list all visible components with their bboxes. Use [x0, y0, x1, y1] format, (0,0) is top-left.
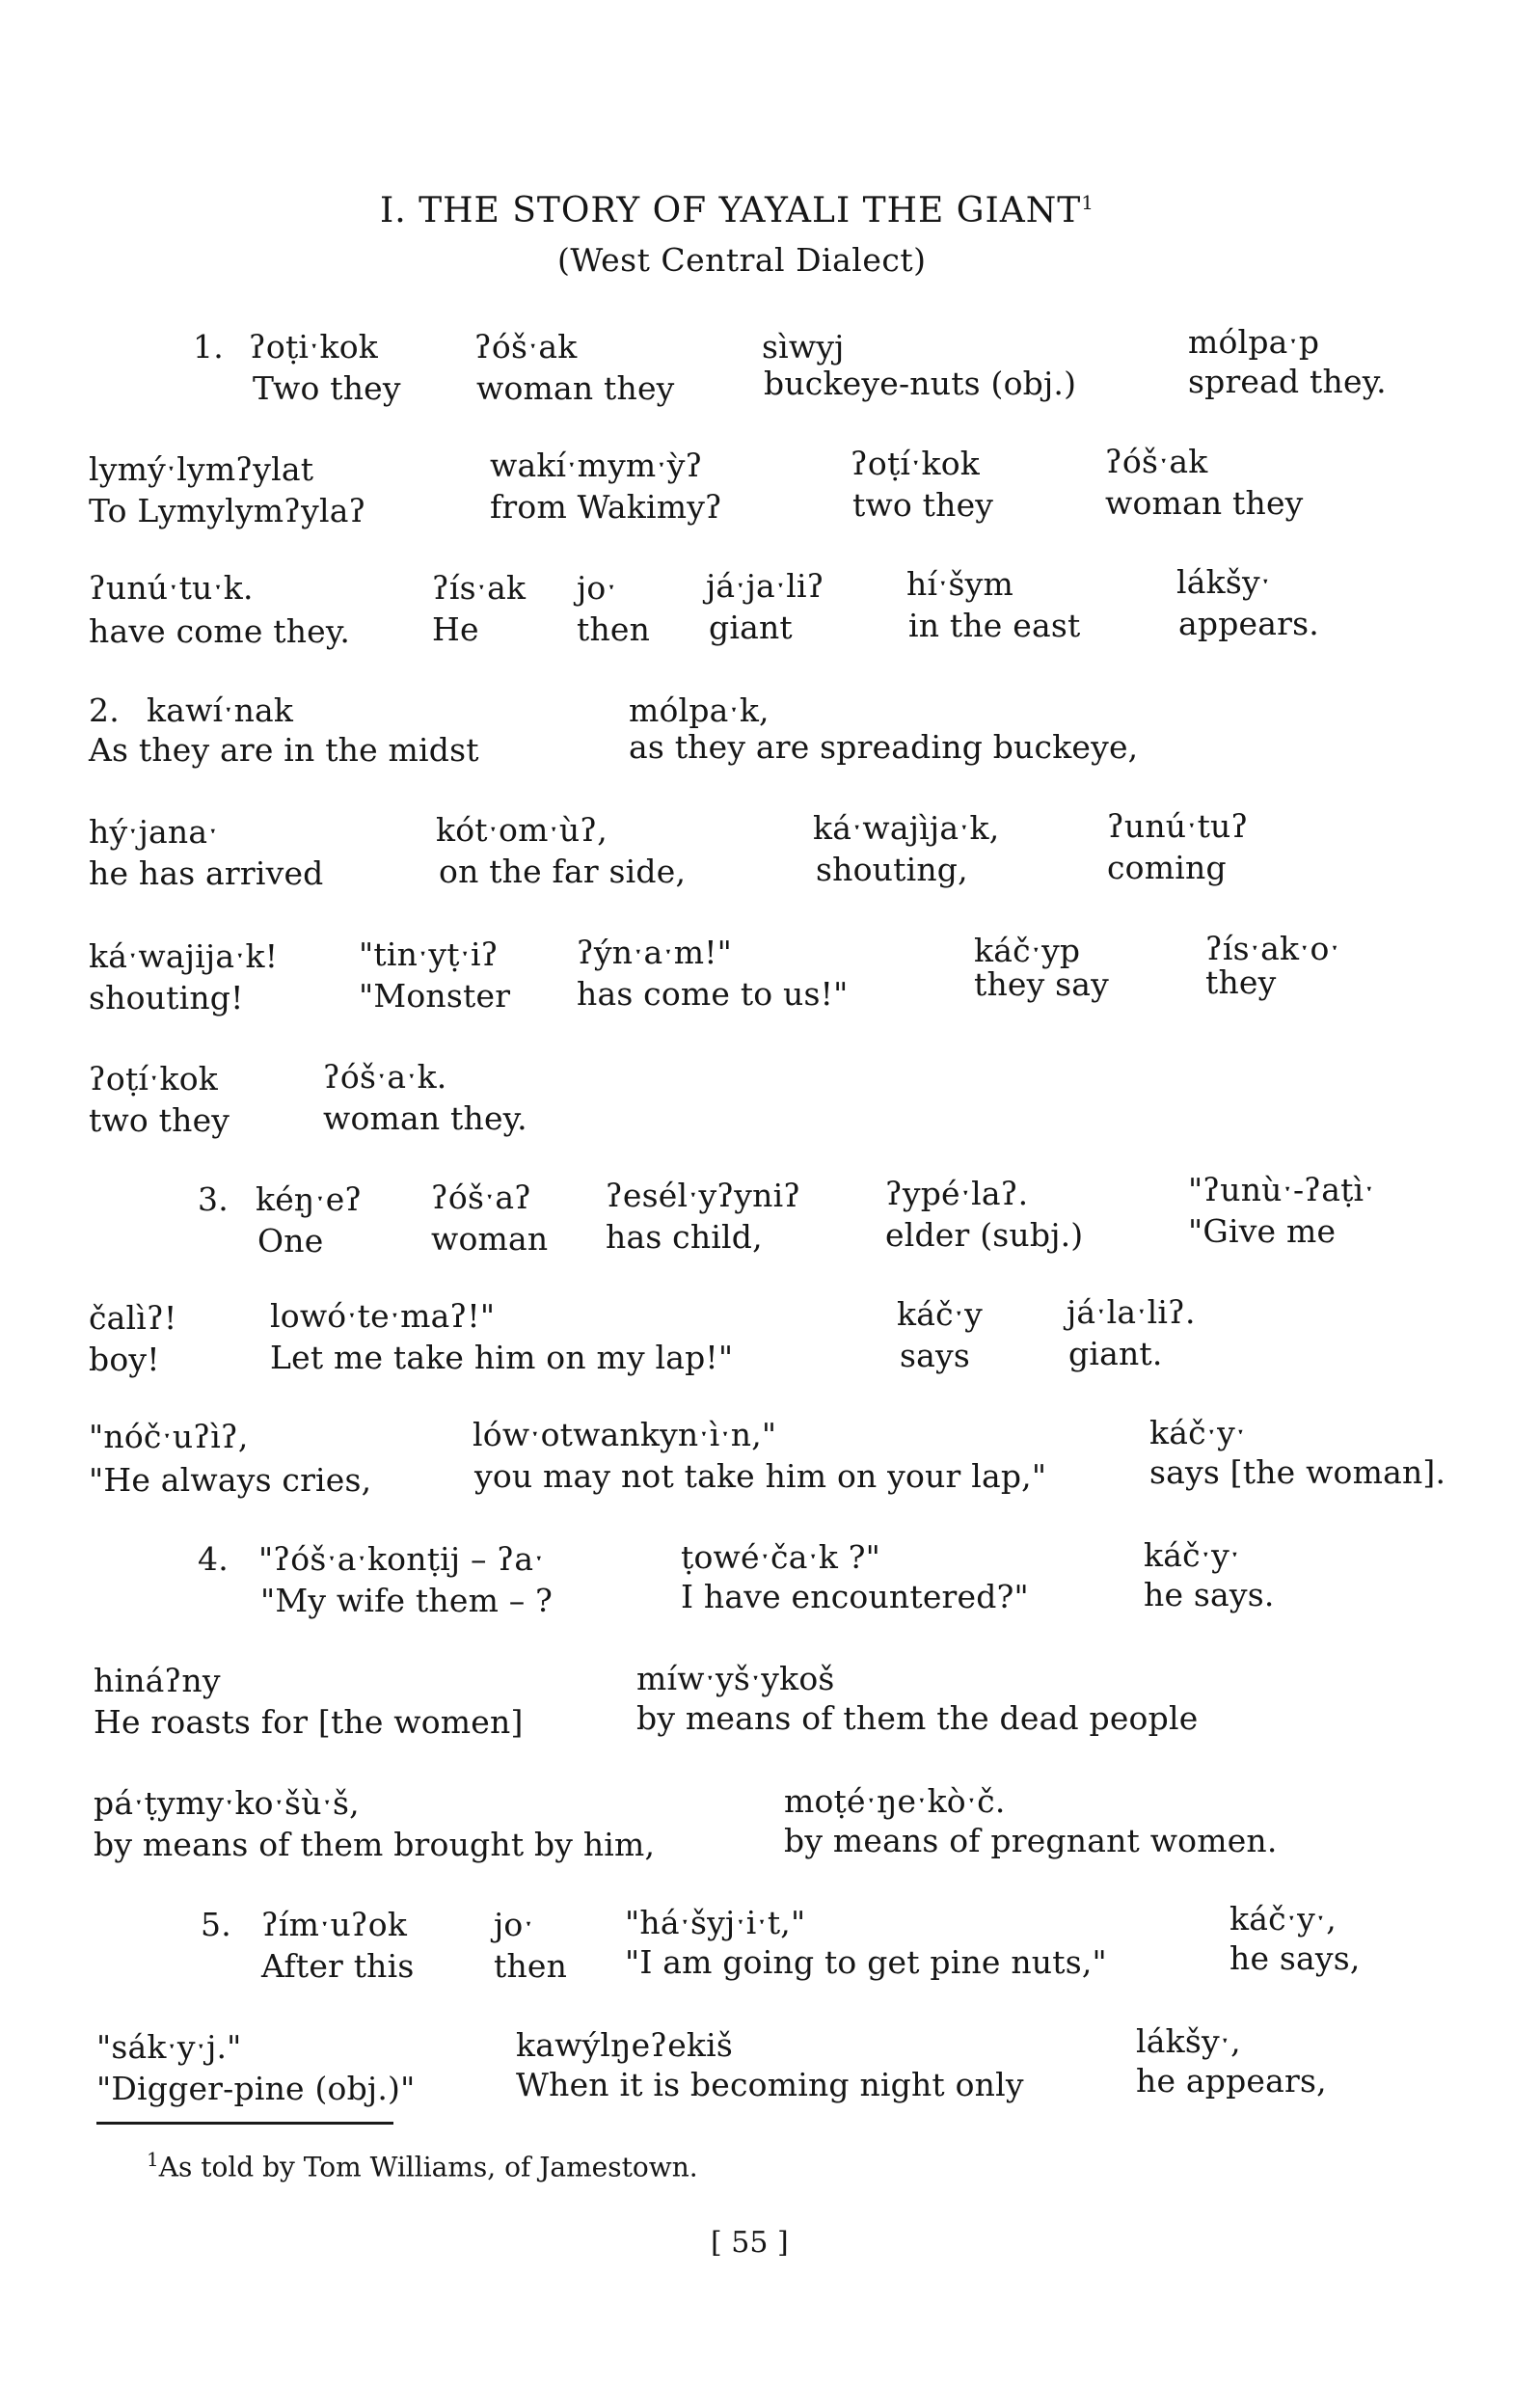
title-footnote-mark: 1 — [1081, 191, 1094, 214]
text-line: elder (subj.) — [885, 1216, 1084, 1254]
text-line: Two they — [253, 369, 401, 407]
text-line: has come to us!" — [577, 975, 849, 1013]
text-line: has child, — [606, 1218, 763, 1256]
text-line: lowóˑteˑmaʔ!" — [270, 1297, 496, 1335]
text-line: "tinˑyṭˑiʔ — [359, 935, 499, 973]
text-line: ʔýnˑaˑm!" — [577, 934, 733, 971]
text-line: says — [900, 1337, 970, 1374]
text-line: 2. — [89, 691, 120, 729]
text-line: páˑṭymyˑkoˑšùˑš, — [94, 1784, 360, 1822]
text-line: káčˑyˑ — [1149, 1414, 1247, 1451]
text-line: from Wakimyʔ — [490, 488, 722, 526]
text-line: 1. — [193, 328, 224, 366]
text-line: giant. — [1068, 1335, 1163, 1372]
chapter-title — [380, 181, 1094, 232]
text-line: ʔunúˑtuʔ — [1107, 807, 1249, 845]
text-line: woman they. — [323, 1099, 527, 1137]
text-line: ʔímˑuʔok — [261, 1906, 408, 1943]
text-line: ʔóšˑaˑk. — [323, 1058, 447, 1096]
chapter-title-text: I. THE STORY OF YAYALI THE GIANT — [380, 191, 1082, 230]
text-line: lówˑotwankynˑìˑn," — [473, 1416, 777, 1453]
page-number: [ 55 ] — [711, 2226, 789, 2260]
text-line: he has arrived — [89, 854, 324, 892]
text-line: kéŋˑeʔ — [256, 1180, 363, 1218]
text-line: kawíˑnak — [147, 691, 294, 729]
text-line: kawýlŋeʔekiš — [516, 2026, 734, 2064]
text-line: hýˑjanaˑ — [89, 813, 219, 851]
text-line: woman they — [476, 369, 675, 407]
text-line: "nóčˑuʔìʔ, — [89, 1418, 249, 1455]
text-line: "He always cries, — [89, 1461, 372, 1499]
text-line: káčˑyp — [974, 932, 1081, 969]
text-line: "My wife them – ? — [260, 1582, 554, 1619]
text-line: "sákˑyˑj." — [96, 2028, 242, 2066]
text-line: by means of pregnant women. — [784, 1822, 1278, 1859]
text-line: hináʔny — [94, 1662, 221, 1699]
text-line: To Lymylymʔylaʔ — [89, 492, 366, 529]
text-line: woman — [431, 1220, 549, 1258]
text-line: ʔoṭíˑkok — [89, 1060, 218, 1098]
text-line: "I am going to get pine nuts," — [625, 1943, 1107, 1981]
text-line: appears. — [1178, 605, 1319, 642]
text-line: shouting, — [816, 851, 968, 888]
text-line: Let me take him on my lap!" — [270, 1339, 734, 1376]
text-line: When it is becoming night only — [516, 2066, 1024, 2103]
text-line: says [the woman]. — [1149, 1453, 1446, 1491]
text-line: jáˑjaˑliʔ — [706, 567, 824, 605]
text-line: have come they. — [89, 612, 351, 650]
text-line: as they are spreading buckeye, — [629, 728, 1139, 766]
text-line: by means of them the dead people — [636, 1699, 1199, 1737]
text-line: coming — [1107, 849, 1227, 886]
text-line: káčˑyˑ — [1144, 1536, 1241, 1574]
footnote — [147, 2143, 698, 2183]
text-line: One — [257, 1222, 324, 1260]
text-line: buckeye-nuts (obj.) — [764, 365, 1077, 402]
text-line: two they — [852, 486, 994, 524]
text-line: ʔóšˑak — [474, 328, 578, 366]
text-line: 4. — [198, 1540, 229, 1578]
text-line: He — [432, 610, 479, 648]
footnote-text: As told by Tom Williams, of Jamestown. — [158, 2151, 698, 2183]
text-line: "Give me — [1188, 1212, 1337, 1250]
text-line: káčˑyˑ, — [1229, 1900, 1337, 1938]
text-line: lákšyˑ, — [1136, 2022, 1241, 2060]
text-line: "ʔóšˑaˑkonṭij – ʔaˑ — [258, 1540, 545, 1578]
text-line: lákšyˑ — [1176, 563, 1272, 601]
text-line: he says. — [1144, 1576, 1275, 1613]
text-line: on the far side, — [439, 853, 687, 890]
text-line: they say — [974, 965, 1110, 1003]
text-line: As they are in the midst — [89, 731, 479, 769]
text-line: After this — [261, 1947, 415, 1985]
text-line: míwˑyšˑykoš — [636, 1660, 835, 1697]
text-line: mólpaˑk, — [629, 691, 770, 729]
text-line: jáˑlaˑliʔ. — [1067, 1293, 1196, 1331]
text-line: ʔóšˑak — [1105, 443, 1208, 480]
text-line: híˑšym — [906, 565, 1013, 603]
dialect-subtitle: (West Central Dialect) — [557, 241, 927, 279]
text-line: shouting! — [89, 979, 244, 1016]
text-line: spread they. — [1188, 363, 1387, 400]
text-line: kótˑomˑùʔ, — [436, 811, 608, 849]
text-line: ʔypéˑlaʔ. — [885, 1175, 1029, 1212]
text-line: 5. — [201, 1906, 231, 1943]
text-line: they — [1205, 963, 1277, 1001]
text-line: wakíˑmymˑỳʔ — [490, 447, 703, 484]
text-line: ʔoṭíˑkok — [851, 445, 980, 482]
text-line: you may not take him on your lap," — [474, 1457, 1047, 1495]
text-line: by means of them brought by him, — [94, 1826, 656, 1863]
text-line: ʔoṭiˑkok — [249, 328, 378, 366]
text-line: two they — [89, 1101, 230, 1139]
text-line: "ʔunùˑ-ʔaṭìˑ — [1188, 1171, 1375, 1208]
text-line: "Monster — [359, 977, 511, 1015]
text-line: "Digger-pine (obj.)" — [96, 2070, 416, 2107]
text-line: ʔísˑakˑoˑ — [1205, 930, 1340, 967]
text-line: čalìʔ! — [89, 1299, 177, 1337]
text-line: joˑ — [494, 1906, 534, 1943]
text-line: káčˑy — [897, 1295, 983, 1333]
text-line: he appears, — [1136, 2062, 1327, 2100]
text-line: mólpaˑp — [1188, 323, 1320, 361]
text-line: káˑwajijaˑk! — [89, 937, 279, 975]
text-line: woman they — [1105, 484, 1304, 522]
text-line: sìwyj — [762, 328, 845, 366]
text-line: ṭowéˑčaˑk ?" — [681, 1538, 881, 1576]
text-line: moṭéˑŋeˑkòˑč. — [784, 1782, 1006, 1820]
footnote-mark: 1 — [147, 2148, 159, 2171]
text-line: ʔunúˑtuˑk. — [89, 569, 254, 607]
text-line: ʔesélˑyʔyniʔ — [606, 1177, 801, 1214]
text-line: boy! — [89, 1341, 160, 1378]
text-line: ʔísˑak — [432, 569, 527, 607]
text-line: in the east — [908, 607, 1081, 644]
text-line: káˑwajìjaˑk, — [813, 809, 1000, 847]
text-line: he says, — [1229, 1939, 1361, 1977]
text-line: lymýˑlymʔylat — [89, 450, 314, 488]
text-line: I have encountered?" — [681, 1578, 1029, 1615]
text-line: ʔóšˑaʔ — [431, 1179, 532, 1216]
text-line: "háˑšyjˑiˑt," — [625, 1904, 806, 1941]
text-line: joˑ — [577, 569, 617, 607]
text-line: then — [577, 610, 651, 648]
text-line: giant — [709, 609, 793, 646]
text-line: then — [494, 1947, 568, 1985]
text-line: 3. — [198, 1180, 229, 1218]
text-line: He roasts for [the women] — [94, 1703, 524, 1741]
footnote-rule — [96, 2122, 393, 2125]
